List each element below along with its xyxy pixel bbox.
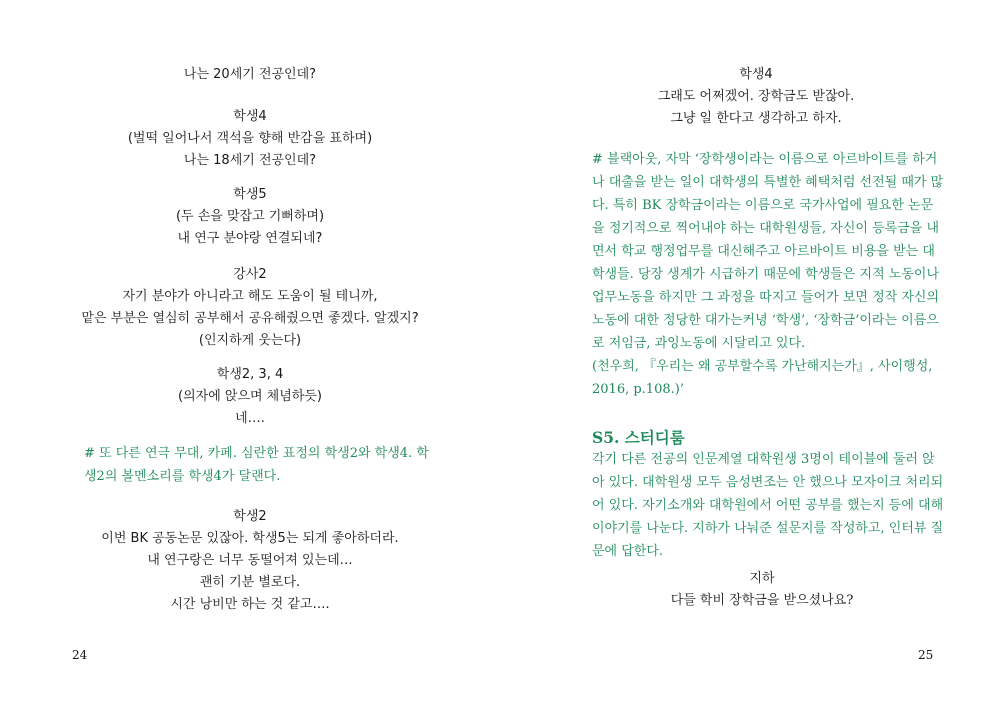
- dialogue-line: 다들 학비 장학금을 받으셨나요?: [670, 593, 854, 608]
- right-page: [500, 0, 1000, 710]
- dialogue-line: 나는 18세기 전공인데?: [183, 153, 317, 168]
- dialogue-block-students: [0, 364, 500, 430]
- stage-direction-block: # 블랙아웃, 자막 ‘장학생이라는 이름으로 아르바이트를 하거 나 대출을 받는 일이 대학생의 특별한 혜택처럼 선전될 때가 많 다. 특히 BK 장학금이라는 이름으로 국가사업에 필요한 논문 을 정기적으로 찍어내야 하는 대학원생들, 자신이 등록금을 내 면서 학교 행정업무를 대신해주고 아르바이트 비용을 받는 대 학생들. 당장 생계가 시급하기 때문에 학생들은 지적 노동이나 업무노동을 하지만 그 과정을 따지고 들어가 보면 정작 자신의 노동에 대한 정당한 대가는커녕 ‘학생’, ‘장학금’이라는 이름으 로 저임금, 과잉노동에 시달리고 있다. (천우희, 『우리는 왜 공부할수록 가난해지는가』, 사이행성, 2016, p.108.)’: [592, 152, 944, 397]
- dialogue-line: 자기 분야가 아니라고 해도 도움이 될 테니까,: [122, 289, 378, 304]
- scene-heading: S5. 스터디룸: [592, 428, 685, 447]
- stage-direction: (인지하게 웃는다): [198, 333, 302, 348]
- character-name: 지하: [749, 571, 775, 586]
- page-number: 25: [918, 648, 934, 662]
- character-name: 학생4: [739, 67, 773, 82]
- dialogue-line: 그래도 어쩌겠어. 장학금도 받잖아.: [657, 89, 855, 104]
- dialogue-line: 괜히 기분 별로다.: [199, 575, 301, 590]
- dialogue-block-student4: [0, 106, 500, 172]
- character-name: 학생4: [233, 109, 267, 124]
- dialogue-block-lecturer2: [0, 264, 500, 352]
- dialogue-block-jiha: [500, 568, 1000, 612]
- character-name: 학생5: [233, 187, 267, 202]
- stage-direction: (벌떡 일어나서 객석을 향해 반감을 표하며): [127, 131, 373, 146]
- scene-description: 각기 다른 전공의 인문계열 대학원생 3명이 테이블에 둘러 앉 아 있다. 대학원생 모두 음성변조는 안 했으나 모자이크 처리되 어 있다. 자기소개와 대학원에서 어떤 공부를 했는지 등에 대해 이야기를 나눈다. 지하가 나눠준 설문지를 작성하고, 인터뷰 질 문에 답한다.: [592, 452, 944, 559]
- page-number: 24: [72, 648, 88, 662]
- dialogue-line: 맡은 부분은 열심히 공부해서 공유해줬으면 좋겠다. 알겠지?: [81, 311, 419, 326]
- character-name: 강사2: [233, 267, 267, 282]
- dialogue-line: 네….: [235, 411, 265, 426]
- dialogue-line: 내 연구 분야랑 연결되네?: [177, 231, 323, 246]
- dialogue-line: 이번 BK 공동논문 있잖아. 학생5는 되게 좋아하더라.: [101, 531, 399, 546]
- character-name: 학생2: [233, 509, 267, 524]
- character-name: 학생2, 3, 4: [216, 367, 284, 382]
- dialogue-line: 나는 20세기 전공인데?: [183, 67, 317, 82]
- dialogue-block-student4: [500, 64, 1000, 130]
- dialogue-line: 시간 낭비만 하는 것 같고….: [170, 597, 330, 612]
- stage-direction: (의자에 앉으며 체념하듯): [178, 389, 322, 404]
- dialogue-line: 내 연구랑은 너무 동떨어져 있는데…: [147, 553, 353, 568]
- stage-direction-block: # 또 다른 연극 무대, 카페. 심란한 표정의 학생2와 학생4. 학 생2의 볼멘소리를 학생4가 달랜다.: [84, 446, 429, 484]
- stage-direction: (두 손을 맞잡고 기뻐하며): [175, 209, 325, 224]
- dialogue-block-student5: [0, 184, 500, 250]
- dialogue-line: 그냥 일 한다고 생각하고 하자.: [670, 111, 842, 126]
- dialogue-block-student2: [0, 506, 500, 616]
